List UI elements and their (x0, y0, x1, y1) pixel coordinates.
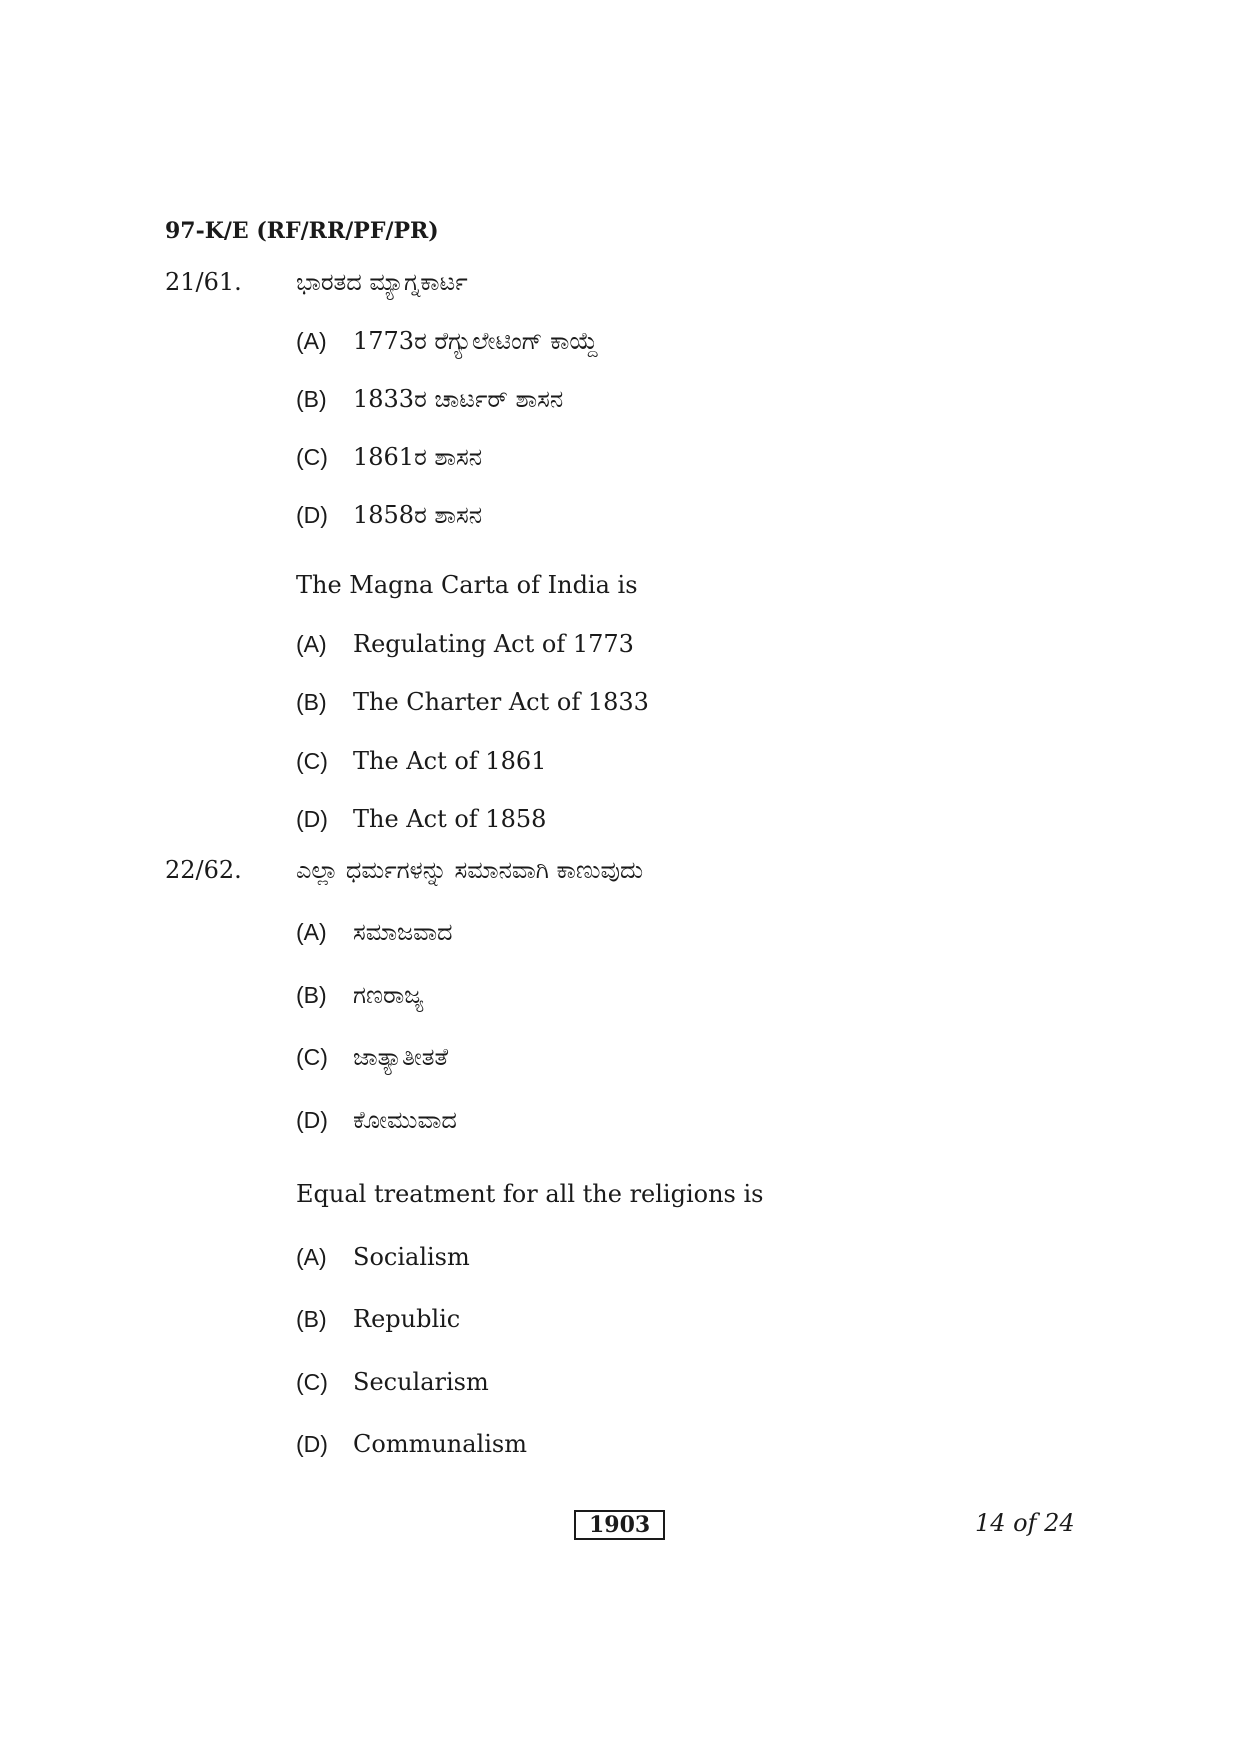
option-text: 1773ರ ರೆಗ್ಯುಲೇಟಿಂಗ್ ಕಾಯ್ದೆ (353, 327, 599, 355)
question-22-english-option-b (296, 1305, 460, 1333)
question-22-english-option-c (296, 1368, 489, 1396)
option-letter: (B) (296, 1306, 327, 1332)
option-letter: (D) (296, 1107, 328, 1133)
page-number: 14 of 24 (975, 1509, 1075, 1537)
option-text: ಜಾತ್ಯಾತೀತತೆ (353, 1043, 449, 1071)
question-21-english-option-c (296, 747, 546, 775)
question-21-english-text: The Magna Carta of India is (296, 571, 638, 599)
option-text: The Act of 1858 (353, 805, 547, 833)
option-text: Secularism (353, 1368, 489, 1396)
option-letter: (A) (296, 1244, 327, 1270)
question-21-kannada-option-a (296, 327, 598, 355)
option-text: The Act of 1861 (353, 747, 547, 775)
option-letter: (A) (296, 328, 327, 354)
question-22-english-option-a (296, 1243, 470, 1271)
option-letter: (C) (296, 1044, 328, 1070)
option-letter: (D) (296, 806, 328, 832)
option-text: Socialism (353, 1243, 470, 1271)
question-21-english-option-d (296, 805, 546, 833)
question-21-kannada-option-c (296, 443, 482, 471)
paper-code-header: 97-K/E (RF/RR/PF/PR) (165, 218, 439, 244)
option-text: ಗಣರಾಜ್ಯ (353, 981, 424, 1009)
option-text: Regulating Act of 1773 (353, 630, 634, 658)
question-22-kannada-option-b (296, 981, 424, 1009)
question-22-english-option-d (296, 1430, 527, 1458)
question-21-kannada-option-d (296, 501, 482, 529)
option-text: ಕೋಮುವಾದ (353, 1106, 457, 1134)
option-text: Republic (353, 1305, 461, 1333)
option-letter: (B) (296, 386, 327, 412)
option-letter: (D) (296, 1431, 328, 1457)
option-text: ಸಮಾಜವಾದ (353, 918, 453, 946)
option-letter: (B) (296, 982, 327, 1008)
option-text: 1861ರ ಶಾಸನ (353, 443, 483, 471)
question-21-kannada-text: ಭಾರತದ ಮ್ಯಾಗ್ನಕಾರ್ಟ (296, 268, 468, 296)
question-21-english-option-b (296, 688, 649, 716)
question-number-21: 21/61. (165, 268, 242, 296)
option-letter: (C) (296, 1369, 328, 1395)
question-22-kannada-option-c (296, 1043, 448, 1071)
option-letter: (C) (296, 444, 328, 470)
question-22-english-text: Equal treatment for all the religions is (296, 1180, 764, 1208)
option-letter: (A) (296, 919, 327, 945)
option-letter: (B) (296, 689, 327, 715)
option-letter: (A) (296, 631, 327, 657)
question-22-kannada-option-a (296, 918, 453, 946)
option-letter: (C) (296, 748, 328, 774)
option-text: The Charter Act of 1833 (353, 688, 649, 716)
option-letter: (D) (296, 502, 328, 528)
question-21-kannada-option-b (296, 385, 563, 413)
option-text: 1833ರ ಚಾರ್ಟರ್ ಶಾಸನ (353, 385, 564, 413)
question-22-kannada-text: ಎಲ್ಲಾ ಧರ್ಮಗಳನ್ನು ಸಮಾನವಾಗಿ ಕಾಣುವುದು (296, 856, 644, 884)
option-text: 1858ರ ಶಾಸನ (353, 501, 483, 529)
option-text: Communalism (353, 1430, 527, 1458)
question-number-22: 22/62. (165, 856, 242, 884)
question-22-kannada-option-d (296, 1106, 457, 1134)
question-21-english-option-a (296, 630, 634, 658)
booklet-code-box: 1903 (574, 1510, 665, 1540)
